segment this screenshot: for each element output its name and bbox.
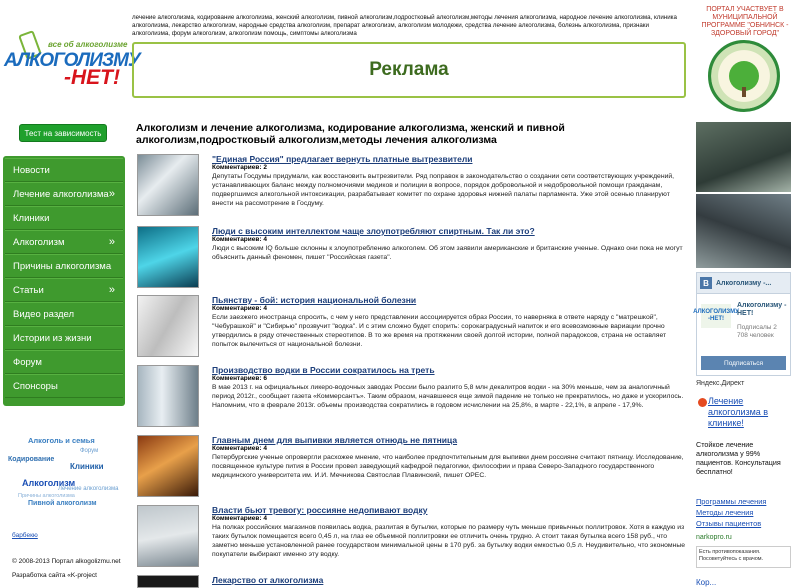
article-comments: Комментариев: 2 bbox=[212, 164, 267, 171]
nav-label: Алкоголизм bbox=[13, 236, 65, 248]
nav-label: Новости bbox=[13, 164, 50, 176]
tag-link[interactable]: Алкоголь и семья bbox=[28, 436, 95, 445]
ad-links bbox=[696, 496, 791, 529]
article-comments: Комментариев: 6 bbox=[212, 375, 267, 382]
yandex-direct-label[interactable]: Яндекс.Директ bbox=[696, 380, 745, 387]
ad-next-title[interactable]: Кор... bbox=[696, 578, 717, 587]
main-nav bbox=[3, 156, 125, 406]
article-comments: Комментариев: 4 bbox=[212, 236, 267, 243]
tag-cloud bbox=[6, 436, 124, 512]
nav-item-articles[interactable] bbox=[5, 278, 123, 302]
article-item bbox=[137, 575, 687, 588]
article-title[interactable]: Главным днем для выпивки является отнюдь не пятница bbox=[212, 435, 458, 445]
nav-item-clinics[interactable] bbox=[5, 206, 123, 230]
barbeq-link[interactable]: барбекю bbox=[12, 532, 38, 539]
article-thumbnail[interactable] bbox=[137, 295, 199, 357]
article-title[interactable]: Люди с высоким интеллектом чаще злоупотребляют спиртным. Так ли это? bbox=[212, 226, 535, 236]
chevron-right-icon: » bbox=[108, 236, 115, 248]
nav-label: Клиники bbox=[13, 212, 50, 224]
nav-item-alcoholism[interactable] bbox=[5, 230, 123, 254]
logo-net-text: -НЕТ! bbox=[64, 66, 120, 89]
article-title[interactable]: Лекарство от алкоголизма bbox=[212, 575, 324, 585]
nav-label: Видео раздел bbox=[13, 308, 75, 320]
ad-banner[interactable] bbox=[132, 42, 686, 98]
healthy-city-logo[interactable] bbox=[708, 40, 780, 112]
article-text: Люди с высоким IQ больше склонны к злоупотреблению алкоголем. Об этом заявили американские и британские ученые. Однако они пока не могут объяснить данный феномен, пишет "Российская газета". bbox=[212, 245, 683, 261]
ad-link[interactable]: Методы лечения bbox=[696, 508, 754, 517]
nav-label: Причины алкоголизма bbox=[13, 260, 112, 272]
nav-label: Лечение алкоголизма bbox=[13, 188, 109, 200]
article-text: На полках российских магазинов появилась водка, разлитая в бутылки, которые по размеру чуть меньше привычных поллитровок. Хотя в каждую из таких бутылок помещается всего 0,45 л, на глаз ее объемной поллитровки ее отличить очень трудно. А стоит такая бутылка всего 158 руб., что заметно меньше установленной ранее государством минимальной цены в 170 руб. за бутылку водки емкостью 0,5 л. Неудивительно, что экономные покупатели выбирают именно эту водку. bbox=[212, 524, 685, 558]
tree-icon bbox=[729, 61, 759, 91]
article-text: В мае 2013 г. на официальных ликеро-водочных заводах России было разлито 5,8 млн декалитров водки - на 30% меньше, чем за аналогичный период 2012г., сообщает газета «Коммерсантъ». Таким образом, начавшееся еще зимой падение не только не прекратилось, но даже и ускорилось. Напомним, что в феврале 2013г. объемы производства сократились в годовом исчислении на 25,8%, в марте - 22,1%, в апреле - 17,9%. bbox=[212, 384, 684, 409]
article-thumbnail[interactable] bbox=[137, 505, 199, 567]
article-comments: Комментариев: 4 bbox=[212, 305, 267, 312]
ad-link[interactable]: Программы лечения bbox=[696, 497, 767, 506]
tag-link[interactable]: Форум bbox=[80, 448, 99, 454]
ad-title-link[interactable]: Лечение алкоголизма в клинике! bbox=[708, 396, 769, 428]
nav-item-video[interactable] bbox=[5, 302, 123, 326]
ad-label: Реклама bbox=[369, 59, 449, 80]
article-text: Депутаты Госдумы придумали, как восстановить вытрезвители. Ряд поправок в законодательство о создании сети соответствующих учреждений, устанавливающих баланс между полномочиями медиков и полиции в вопросе, порядок добровольной и недобровольной помощи гражданам, подвергшимся алкогольной интоксикации, разрабатывает комитет по охране здоровья нижней палаты парламента. Уже этой осенью планируют внести на рассмотрение в Госдуму. bbox=[212, 173, 675, 207]
nav-item-treatment[interactable] bbox=[5, 182, 123, 206]
sidebar-image[interactable] bbox=[696, 194, 791, 268]
nav-label: Статьи bbox=[13, 284, 44, 296]
article-title[interactable]: Власти бьют тревогу: россияне недопивают водку bbox=[212, 505, 428, 515]
nav-item-forum[interactable] bbox=[5, 350, 123, 374]
nav-label: Спонсоры bbox=[13, 380, 58, 392]
nav-item-sponsors[interactable] bbox=[5, 374, 123, 398]
article-text: Если заезжего иностранца спросить, с чем у него представлении ассоциируется образ России, то наверняка в ответе наряду с "матрешкой", "Чебурашкой" и "Сибирью" прозвучит "водка". И с этим сложно будет спорить: сорокаградусный напиток и его всевозможные вариации прочно утвердились в ряду отечественных стереотипов. В то же время на протяжении своей долгой истории, полной парадоксов, страна не оставляет попыток вылечиться от национальной болезни. bbox=[212, 314, 667, 348]
nav-item-news[interactable] bbox=[5, 158, 123, 182]
article-item bbox=[137, 295, 687, 359]
tag-link[interactable]: Алкоголизм bbox=[22, 478, 76, 488]
article-thumbnail[interactable] bbox=[137, 226, 199, 288]
tag-link[interactable]: Клиники bbox=[70, 462, 104, 471]
logo-main-text: АЛКОГОЛИЗМУ bbox=[4, 50, 140, 71]
article-thumbnail[interactable] bbox=[137, 435, 199, 497]
logo-tagline: все об алкоголизме bbox=[48, 40, 128, 49]
article-item bbox=[137, 505, 687, 569]
article-title[interactable]: Пьянству - бой: история национальной болезни bbox=[212, 295, 417, 305]
header-keywords: лечение алкоголизма, кодирование алкоголизма, женский алкоголизм, пивной алкоголизм,подростковый алкоголизм,методы лечения алкоголизма, народное лечение алкоголизма, клиника алкоголизма, лекарство алкоголизм, народные средства алкоголизм, препарат алкоголизм, алкоголизм молодежи, средства лечение алкоголизма, болезнь алкоголизма, признаки алкоголизма, форум алкоголизм, алкоголизм помощь, симптомы алкоголизма bbox=[132, 14, 677, 37]
article-item bbox=[137, 226, 687, 290]
ad-domain[interactable]: narkopro.ru bbox=[696, 534, 732, 541]
article-title[interactable]: "Единая Россия" предлагает вернуть платные вытрезвители bbox=[212, 154, 473, 164]
tag-link[interactable]: Лечение алкоголизма bbox=[58, 486, 119, 492]
vk-title: Алкоголизму -... bbox=[716, 279, 772, 287]
vk-icon: B bbox=[700, 277, 712, 289]
article-item bbox=[137, 435, 687, 499]
article-comments: Комментариев: 4 bbox=[212, 515, 267, 522]
nav-item-causes[interactable] bbox=[5, 254, 123, 278]
vk-subscribers: Подписалы 2 708 человек bbox=[737, 324, 777, 339]
chevron-right-icon: » bbox=[108, 284, 115, 296]
article-item bbox=[137, 154, 687, 218]
vk-subscribe-button[interactable]: Подписаться bbox=[701, 356, 786, 370]
article-thumbnail[interactable] bbox=[137, 575, 199, 588]
copyright-text: © 2008-2013 Портал alkogolizmu.net bbox=[12, 558, 121, 565]
sidebar-image[interactable] bbox=[696, 122, 791, 192]
article-comments: Комментариев: 4 bbox=[212, 445, 267, 452]
tag-link[interactable]: Причины алкоголизма bbox=[18, 493, 75, 499]
dependency-test-button[interactable]: Тест на зависимость bbox=[19, 124, 107, 142]
tag-link[interactable]: Кодирование bbox=[8, 456, 55, 463]
vk-widget bbox=[693, 294, 791, 376]
chevron-right-icon: » bbox=[108, 188, 115, 200]
vk-widget-header[interactable] bbox=[696, 272, 791, 294]
portal-program-text: ПОРТАЛ УЧАСТВУЕТ В МУНИЦИПАЛЬНОЙ ПРОГРАММЕ "ОБНИНСК - ЗДОРОВЫЙ ГОРОД" bbox=[701, 6, 789, 37]
page-title: Алкоголизм и лечение алкоголизма, кодирование алкоголизма, женский и пивной алкоголизм,подростковый алкоголизм,методы лечения алкоголизма bbox=[136, 122, 565, 146]
article-title[interactable]: Производство водки в России сократилось на треть bbox=[212, 365, 435, 375]
tag-link[interactable]: Пивной алкоголизм bbox=[28, 500, 97, 507]
article-thumbnail[interactable] bbox=[137, 154, 199, 216]
vk-group-name[interactable]: Алкоголизму - НЕТ! bbox=[737, 302, 787, 317]
ad-disclaimer: Есть противопоказания. Посоветуйтесь с врачом. bbox=[696, 546, 791, 568]
article-text: Петербургские ученые опровергли расхожее мнение, что наиболее предпочтительным для выпивки днем россияне считают пятницу. Исследование, посвященное культуре пития в России провел заведующий кафедрой педагогики, философии и права Северо-Западного государственного медицинского университета им. И.И. Мечникова Святослав Плавинский, пишет ОРЕС. bbox=[212, 454, 684, 479]
developer-credit[interactable]: Разработка сайта «K-project bbox=[12, 572, 97, 579]
ad-text: Стойкое лечение алкоголизма у 99% пациентов. Консультация бесплатно! bbox=[696, 440, 781, 476]
article-item bbox=[137, 365, 687, 429]
ad-link[interactable]: Отзывы пациентов bbox=[696, 519, 762, 528]
article-thumbnail[interactable] bbox=[137, 365, 199, 427]
vk-avatar[interactable]: АЛКОГОЛИЗМУ -НЕТ! bbox=[701, 304, 731, 328]
nav-label: Форум bbox=[13, 356, 42, 368]
nav-item-stories[interactable] bbox=[5, 326, 123, 350]
nav-label: Истории из жизни bbox=[13, 332, 92, 344]
site-logo[interactable] bbox=[4, 30, 140, 90]
